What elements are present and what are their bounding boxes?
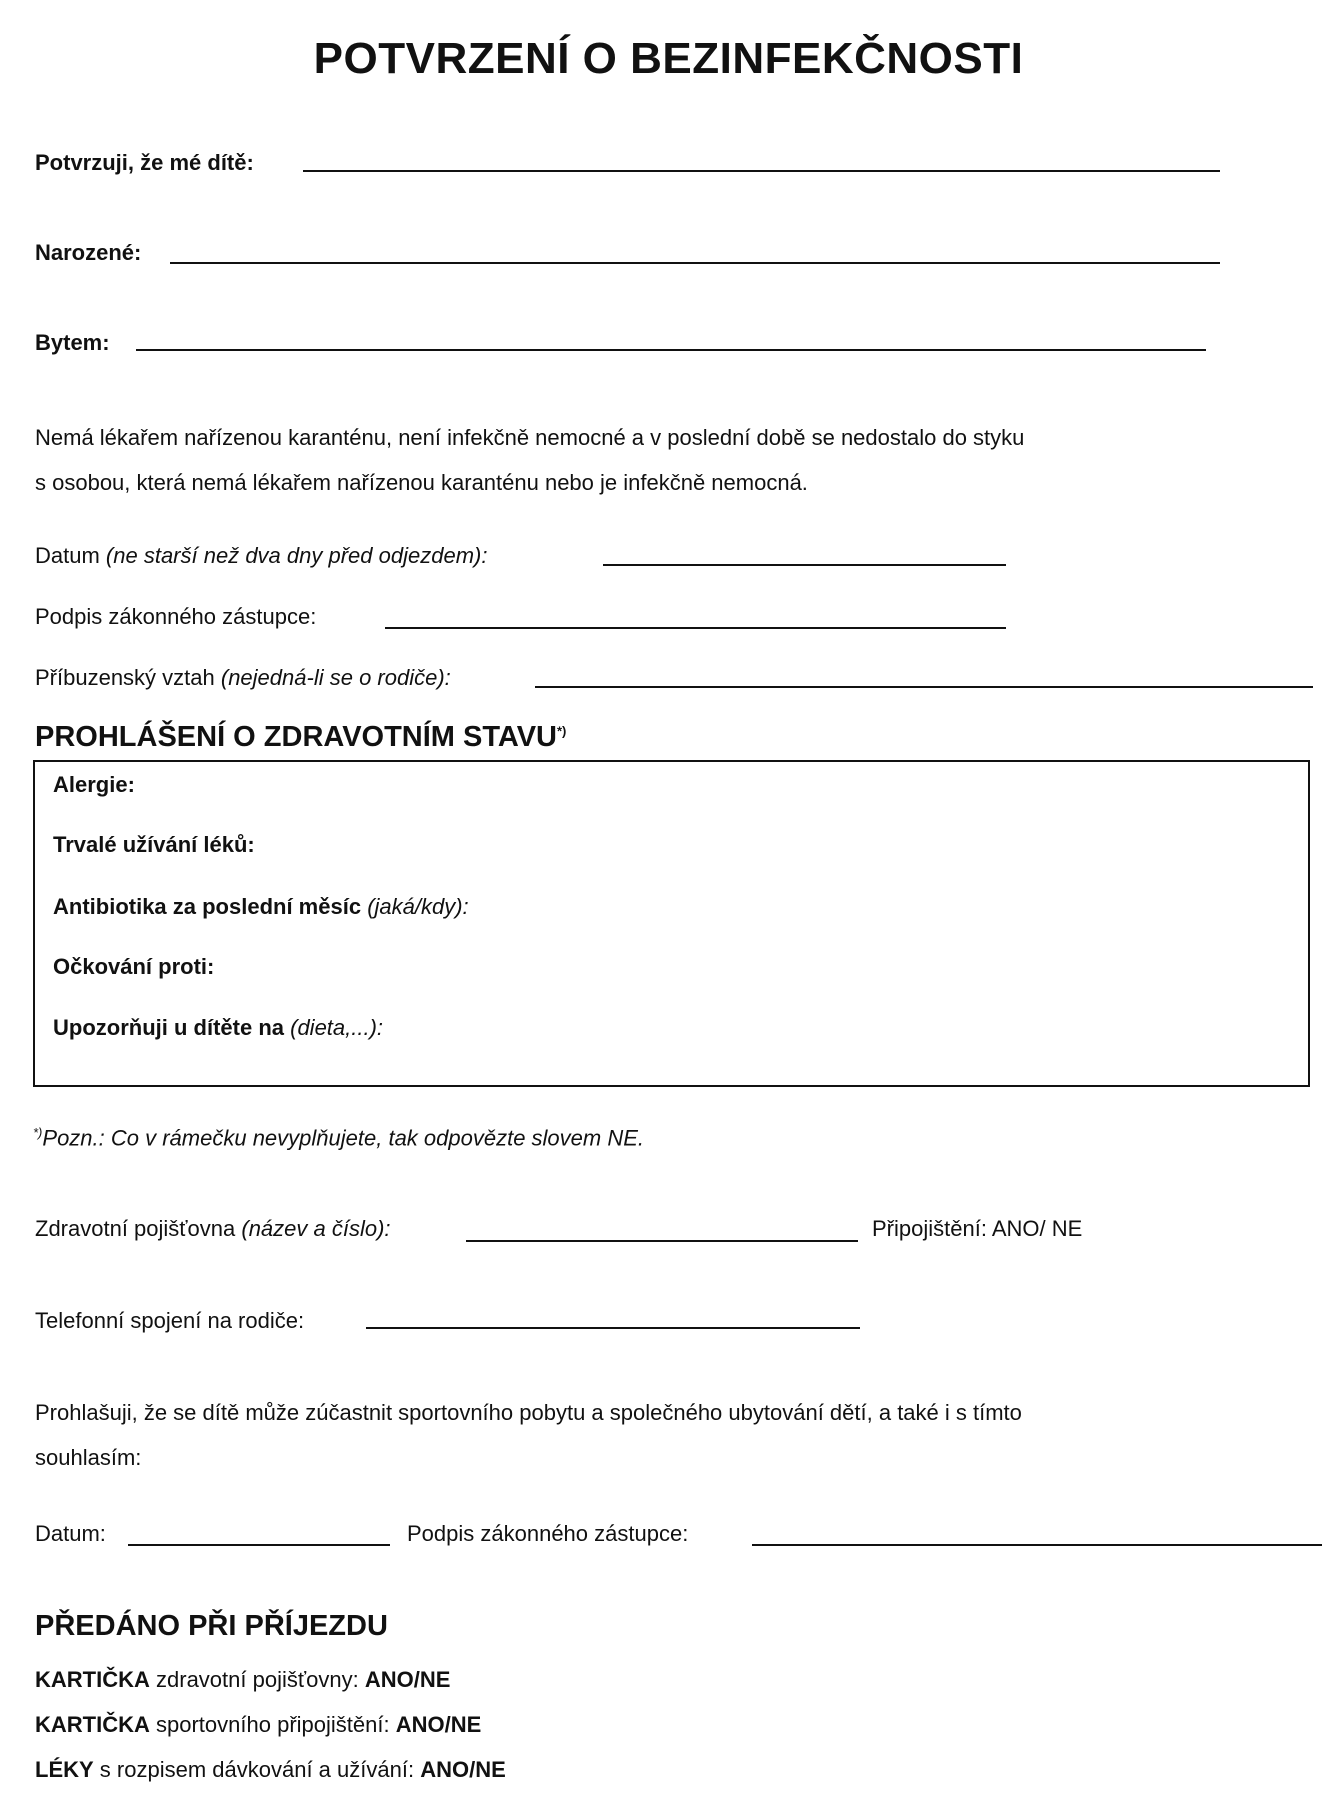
health-heading-mark: *) xyxy=(557,723,567,739)
relation-label: Příbuzenský vztah xyxy=(35,665,215,690)
guardian-signature-line[interactable] xyxy=(385,627,1006,629)
handover-item xyxy=(35,1757,506,1783)
insurance-row xyxy=(35,1216,391,1242)
antibiotics-row xyxy=(53,894,469,920)
consent-paragraph xyxy=(35,1390,1295,1480)
health-heading-text: PROHLÁŠENÍ O ZDRAVOTNÍM STAVU xyxy=(35,721,557,753)
notice-row xyxy=(53,1015,383,1041)
relation-field-line[interactable] xyxy=(535,686,1313,688)
insurance-label: Zdravotní pojišťovna xyxy=(35,1216,236,1241)
relation-note: (nejedná-li se o rodiče): xyxy=(220,665,451,690)
handover-item xyxy=(35,1712,481,1738)
footnote xyxy=(33,1125,644,1151)
handover-item xyxy=(35,1667,450,1693)
phone-label: Telefonní spojení na rodiče: xyxy=(35,1308,305,1333)
handover-item-answer: ANO/NE xyxy=(420,1757,506,1782)
page-title: POTVRZENÍ O BEZINFEKČNOSTI xyxy=(313,34,1024,83)
date-label: Datum xyxy=(35,543,100,568)
footnote-mark: *) xyxy=(33,1125,43,1140)
child-label: Potvrzuji, že mé dítě: xyxy=(35,150,254,175)
handover-item-text: s rozpisem dávkování a užívání: xyxy=(93,1757,421,1782)
handover-item-strong: KARTIČKA xyxy=(35,1712,150,1737)
handover-item-answer: ANO/NE xyxy=(364,1667,451,1692)
consent-line-2: souhlasím: xyxy=(35,1445,142,1470)
date-note: (ne starší než dva dny před odjezdem): xyxy=(105,543,488,568)
date-field-line-2[interactable] xyxy=(128,1544,390,1546)
date-label-2: Datum: xyxy=(35,1521,106,1546)
health-heading xyxy=(35,721,566,754)
handover-item-answer: ANO/NE xyxy=(395,1712,482,1737)
footnote-text: Pozn.: Co v rámečku nevyplňujete, tak odpovězte slovem NE. xyxy=(42,1125,645,1151)
allergy-label: Alergie: xyxy=(53,772,135,797)
insurance-note: (název a číslo): xyxy=(241,1216,391,1241)
supplementary-insurance: Připojištění: ANO/ NE xyxy=(872,1216,1083,1241)
statement-line-2: s osobou, která nemá lékařem nařízenou karanténu nebo je infekčně nemocná. xyxy=(35,470,808,495)
handover-item-strong: LÉKY xyxy=(35,1757,94,1782)
notice-note: (dieta,...): xyxy=(290,1015,384,1040)
antibiotics-note: (jaká/kdy): xyxy=(367,894,469,919)
statement-line-1: Nemá lékařem nařízenou karanténu, není infekčně nemocné a v poslední době se nedostalo do styku xyxy=(35,425,1025,450)
handover-item-text: sportovního připojištění: xyxy=(149,1712,396,1737)
residence-field-line[interactable] xyxy=(136,349,1206,351)
guardian-signature-line-2[interactable] xyxy=(752,1544,1322,1546)
handover-item-text: zdravotní pojišťovny: xyxy=(149,1667,365,1692)
guardian-signature-label: Podpis zákonného zástupce: xyxy=(35,604,317,629)
antibiotics-label: Antibiotika za poslední měsíc xyxy=(53,894,362,919)
relation-row xyxy=(35,665,451,691)
guardian-signature-label-2: Podpis zákonného zástupce: xyxy=(407,1521,689,1546)
born-field-line[interactable] xyxy=(170,262,1220,264)
date-field-line[interactable] xyxy=(603,564,1006,566)
date-row-1 xyxy=(35,543,487,569)
insurance-field-line[interactable] xyxy=(466,1240,858,1242)
child-field-line[interactable] xyxy=(303,170,1220,172)
phone-field-line[interactable] xyxy=(366,1327,860,1329)
statement-paragraph xyxy=(35,415,1295,505)
medication-label: Trvalé užívání léků: xyxy=(53,832,255,857)
consent-line-1: Prohlašuji, že se dítě může zúčastnit sportovního pobytu a společného ubytování dětí, a také i s tímto xyxy=(35,1400,1022,1425)
notice-label: Upozorňuji u dítěte na xyxy=(53,1015,284,1040)
residence-label: Bytem: xyxy=(35,330,110,355)
born-label: Narozené: xyxy=(35,240,142,265)
handover-item-strong: KARTIČKA xyxy=(35,1667,150,1692)
vaccination-label: Očkování proti: xyxy=(53,954,215,979)
handover-heading: PŘEDÁNO PŘI PŘÍJEZDU xyxy=(35,1610,388,1642)
